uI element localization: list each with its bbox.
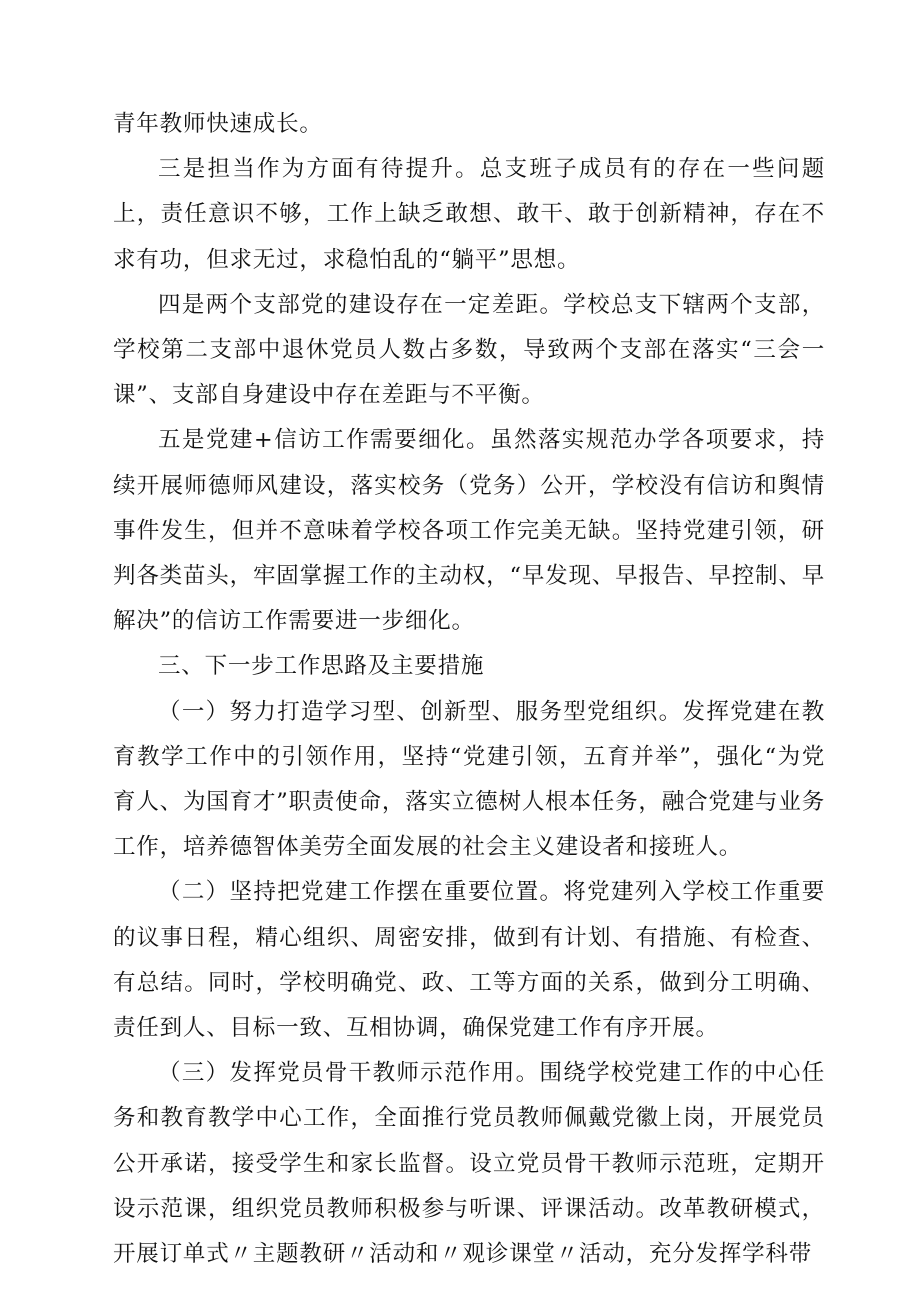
paragraph-measure-one: （一）努力打造学习型、创新型、服务型党组织。发挥党建在教育教学工作中的引领作用，坚持“党建引领，五育并举”，强化“为党育人、为国育才”职责使命，落实立德树人根本任务，融合党建与业务工作，培养德智体美劳全面发展的社会主义建设者和接班人。 bbox=[113, 698, 825, 861]
paragraph-measure-three: （三）发挥党员骨干教师示范作用。围绕学校党建工作的中心任务和教育教学中心工作，全面推行党员教师佩戴党徽上岗，开展党员公开承诺，接受学生和家长监督。设立党员骨干教师示范班，定期开设示范课，组织党员教师积极参与听课、评课活动。改革教研模式，开展订单式〃主题教研〃活动和〃观诊课堂〃活动，充分发挥学科带 bbox=[113, 1060, 825, 1268]
paragraph-issue-three: 三是担当作为方面有待提升。总支班子成员有的存在一些问题上，责任意识不够，工作上缺乏敢想、敢干、敢于创新精神，存在不求有功，但求无过，求稳怕乱的“躺平”思想。 bbox=[113, 156, 825, 273]
paragraph-issue-four: 四是两个支部党的建设存在一定差距。学校总支下辖两个支部，学校第二支部中退休党员人数占多数，导致两个支部在落实“三会一课”、支部自身建设中存在差距与不平衡。 bbox=[113, 291, 825, 409]
paragraph-measure-two: （二）坚持把党建工作摆在重要位置。将党建列入学校工作重要的议事日程，精心组织、周密安排，做到有计划、有措施、有检查、有总结。同时，学校明确党、政、工等方面的关系，做到分工明确、责任到人、目标一致、互相协调，确保党建工作有序开展。 bbox=[113, 879, 825, 1042]
paragraph-issue-five: 五是党建+信访工作需要细化。虽然落实规范办学各项要求，持续开展师德师风建设，落实校务（党务）公开，学校没有信访和舆情事件发生，但并不意味着学校各项工作完美无缺。坚持党建引领，研判各类苗头，牢固掌握工作的主动权，“早发现、早报告、早控制、早解决”的信访工作需要进一步细化。 bbox=[113, 427, 825, 635]
section-heading-next-steps: 三、下一步工作思路及主要措施 bbox=[158, 653, 485, 680]
document-page bbox=[113, 102, 825, 1277]
paragraph-continuation: 青年教师快速成长。 bbox=[113, 111, 323, 137]
